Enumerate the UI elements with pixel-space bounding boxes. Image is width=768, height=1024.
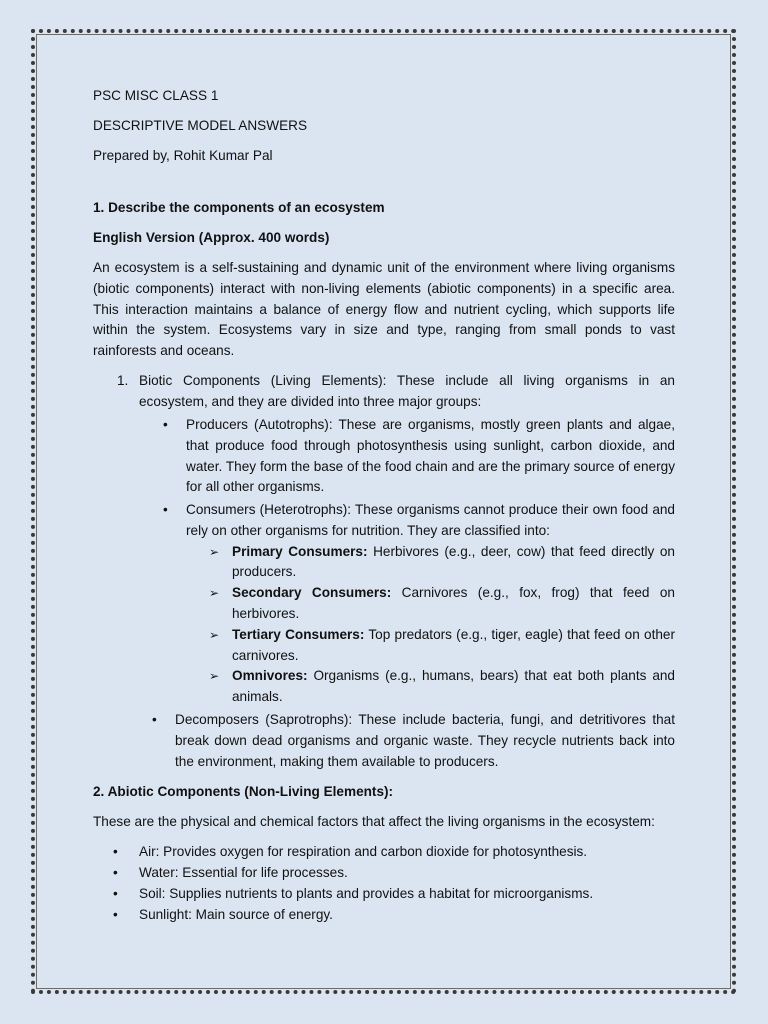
consumer-type-item	[209, 583, 675, 625]
abiotic-item	[113, 884, 675, 905]
bullet-icon: •	[152, 712, 157, 728]
consumers-item	[163, 500, 675, 542]
consumer-type-item	[209, 542, 675, 584]
abiotic-item	[113, 842, 675, 863]
consumer-type-text: Herbivores (e.g., deer, cow) that feed directly on producers.	[232, 543, 675, 580]
consumer-type-item	[209, 666, 675, 708]
bullet-icon: •	[163, 416, 168, 432]
arrow-bullet-icon: ➢	[209, 627, 220, 642]
bullet-icon: •	[163, 502, 168, 518]
arrow-bullet-icon: ➢	[209, 586, 220, 601]
bullet-icon: •	[113, 844, 118, 860]
consumer-type-text: Organisms (e.g., humans, bears) that eat both plants and animals.	[232, 668, 675, 705]
abiotic-item-text: Soil: Supplies nutrients to plants and provides a habitat for microorganisms.	[139, 885, 594, 901]
producers-text: Producers (Autotrophs): These are organisms, mostly green plants and algae, that produce food through photosynthesis using sunlight, carbon dioxide, and water. They form the base of the food chain and are the primary source of energy for all other organisms.	[186, 416, 675, 495]
abiotic-intro: These are the physical and chemical factors that affect the living organisms in the ecosystem:	[93, 814, 655, 830]
consumer-type-label: Secondary Consumers:	[232, 585, 392, 601]
biotic-text: Biotic Components (Living Elements): These include all living organisms in an ecosystem, and they are divided into three major groups:	[139, 373, 675, 410]
bullet-icon: •	[113, 885, 118, 901]
bullet-icon: •	[113, 865, 118, 881]
document-body	[93, 86, 675, 925]
header-class: PSC MISC CLASS 1	[93, 88, 219, 103]
consumer-type-text: Carnivores (e.g., fox, frog) that feed on herbivores.	[232, 585, 675, 622]
abiotic-item-text: Air: Provides oxygen for respiration and carbon dioxide for photosynthesis.	[139, 844, 588, 860]
consumers-text: Consumers (Heterotrophs): These organisms cannot produce their own food and rely on other organisms for nutrition. They are classified into:	[186, 502, 675, 538]
bullet-icon: •	[113, 906, 118, 922]
biotic-item	[93, 371, 675, 413]
abiotic-item	[113, 905, 675, 926]
intro-paragraph: An ecosystem is a self-sustaining and dynamic unit of the environment where living organisms (biotic components) interact with non-living elements (abiotic components) in a specific area. This interaction maintains a balance of energy flow and nutrient cycling, which supports life within the system. Ecosystems vary in size and type, ranging from small ponds to vast rainforests and oceans.	[93, 259, 675, 359]
abiotic-title: 2. Abiotic Components (Non-Living Elements):	[93, 783, 394, 799]
list-number: 1.	[117, 373, 129, 389]
consumer-type-label: Primary Consumers:	[232, 543, 368, 559]
producers-item	[163, 415, 675, 498]
abiotic-item	[113, 863, 675, 884]
consumer-type-label: Omnivores:	[232, 668, 308, 684]
abiotic-item-text: Sunlight: Main source of energy.	[139, 906, 333, 922]
header-title: DESCRIPTIVE MODEL ANSWERS	[93, 118, 308, 134]
consumer-type-label: Tertiary Consumers:	[232, 626, 365, 642]
question-title: 1. Describe the components of an ecosystem	[93, 199, 385, 215]
header-author: Prepared by, Rohit Kumar Pal	[93, 148, 273, 164]
abiotic-item-text: Water: Essential for life processes.	[139, 865, 348, 881]
arrow-bullet-icon: ➢	[209, 544, 220, 559]
consumer-type-text: Top predators (e.g., tiger, eagle) that feed on other carnivores.	[232, 626, 676, 663]
decomposers-item	[152, 710, 675, 772]
arrow-bullet-icon: ➢	[209, 669, 220, 684]
version-label: English Version (Approx. 400 words)	[93, 229, 330, 245]
consumer-type-item	[209, 625, 675, 667]
decomposers-text: Decomposers (Saprotrophs): These include bacteria, fungi, and detritivores that break down dead organisms and organic waste. They recycle nutrients back into the environment, making them available to producers.	[175, 712, 675, 769]
